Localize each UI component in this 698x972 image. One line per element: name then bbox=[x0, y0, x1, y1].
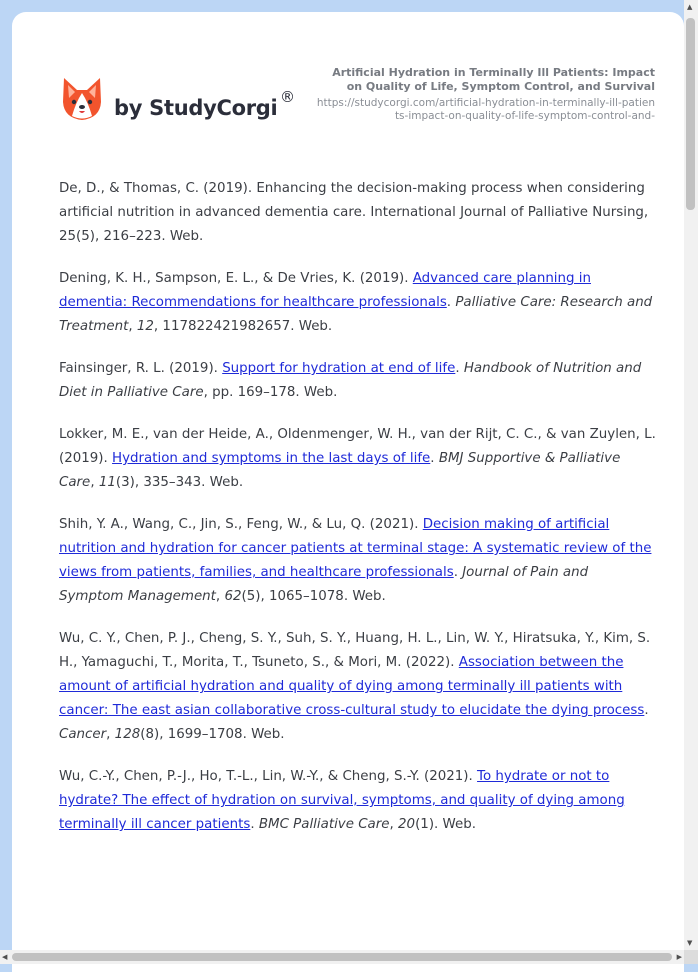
reference-punct: . bbox=[644, 703, 649, 718]
reference-text: Wu, C. Y., Chen, P. J., Cheng, S. Y., Suh, S. Y., Huang, H. L., Lin, W. Y., Hiratsuka, Y., Kim, S. H., Yamaguchi, T., Morita, T., Tsuneto, S., & Mori, M. (2022). bbox=[59, 631, 651, 670]
reference-punct: , bbox=[389, 817, 399, 832]
reference-link[interactable]: Support for hydration at end of life bbox=[222, 361, 456, 376]
document-url[interactable]: https://studycorgi.com/artificial-hydration-in-terminally-ill-patients-impact-on-quality-of-life-symptom-control-and- bbox=[316, 97, 655, 122]
horizontal-scroll-thumb[interactable] bbox=[12, 953, 672, 961]
reference-item bbox=[59, 627, 656, 747]
reference-text: De, D., & Thomas, C. (2019). Enhancing the decision-making process when considering artificial nutrition in advanced dementia care. International Journal of Palliative Nursing, 25(5), 216–223. Web. bbox=[59, 181, 649, 244]
reference-tail: (3), 335–343. Web. bbox=[115, 475, 244, 490]
reference-punct: . bbox=[453, 565, 463, 580]
scrollbar-corner bbox=[684, 950, 698, 964]
reference-list bbox=[59, 177, 656, 855]
journal-name: Handbook of Nutrition and Diet in Palliative Care bbox=[59, 361, 642, 400]
corgi-icon bbox=[60, 76, 104, 122]
journal-name: Cancer bbox=[59, 727, 107, 742]
reference-item bbox=[59, 423, 656, 495]
registered-mark: ® bbox=[280, 88, 295, 106]
horizontal-scrollbar[interactable] bbox=[0, 950, 684, 964]
reference-tail: (5), 1065–1078. Web. bbox=[241, 589, 386, 604]
studycorgi-logo[interactable] bbox=[60, 76, 300, 136]
brand-name: by StudyCorgi bbox=[114, 96, 278, 120]
reference-item bbox=[59, 513, 656, 609]
scroll-right-arrow-icon[interactable]: ▶ bbox=[676, 953, 682, 961]
reference-item bbox=[59, 765, 656, 837]
reference-tail: (8), 1699–1708. Web. bbox=[140, 727, 285, 742]
journal-name: BMJ Supportive & Palliative Care bbox=[59, 451, 621, 490]
reference-punct: , bbox=[215, 589, 225, 604]
reference-punct: . bbox=[446, 295, 456, 310]
scroll-up-arrow-icon[interactable]: ▲ bbox=[687, 3, 693, 11]
scroll-down-arrow-icon[interactable]: ▼ bbox=[687, 939, 693, 947]
reference-text: Dening, K. H., Sampson, E. L., & De Vries, K. (2019). bbox=[59, 271, 413, 286]
reference-punct: . bbox=[430, 451, 439, 466]
vertical-scrollbar[interactable] bbox=[684, 0, 698, 950]
volume-number: 12 bbox=[136, 319, 154, 334]
volume-number: 128 bbox=[114, 727, 141, 742]
reference-punct: . bbox=[250, 817, 259, 832]
reference-tail: , 117822421982657. Web. bbox=[153, 319, 333, 334]
reference-tail: , pp. 169–178. Web. bbox=[203, 385, 338, 400]
vertical-scroll-thumb[interactable] bbox=[686, 18, 695, 210]
reference-text: Lokker, M. E., van der Heide, A., Oldenmenger, W. H., van der Rijt, C. C., & van Zuylen, L. (2019). bbox=[59, 427, 656, 466]
reference-link[interactable]: Hydration and symptoms in the last days of life bbox=[112, 451, 431, 466]
reference-punct: , bbox=[106, 727, 115, 742]
reference-link[interactable]: To hydrate or not to hydrate? The effect of hydration on survival, symptoms, and quality of dying among terminally ill cancer patients bbox=[59, 769, 625, 832]
reference-punct: , bbox=[90, 475, 99, 490]
scroll-left-arrow-icon[interactable]: ◀ bbox=[2, 953, 8, 961]
reference-text: Wu, C.-Y., Chen, P.-J., Ho, T.-L., Lin, W.-Y., & Cheng, S.-Y. (2021). bbox=[59, 769, 478, 784]
reference-text: Fainsinger, R. L. (2019). bbox=[59, 361, 223, 376]
journal-name: Palliative Care: Research and Treatment bbox=[59, 295, 653, 334]
reference-punct: . bbox=[455, 361, 464, 376]
volume-number: 62 bbox=[224, 589, 242, 604]
reference-item bbox=[59, 267, 656, 339]
volume-number: 11 bbox=[98, 475, 116, 490]
reference-link[interactable]: Decision making of artificial nutrition and hydration for cancer patients at terminal stage: A systematic review of the views from patients, families, and healthcare professionals bbox=[59, 517, 652, 580]
document-page bbox=[12, 12, 684, 972]
reference-link[interactable]: Association between the amount of artificial hydration and quality of dying among terminally ill patients with cancer: The east asian collaborative cross-cultural study to elucidate the dying process bbox=[59, 655, 645, 718]
document-title: Artificial Hydration in Terminally Ill Patients: Impact on Quality of Life, Symptom Control, and Survival bbox=[332, 66, 655, 93]
reference-tail: (1). Web. bbox=[415, 817, 477, 832]
reference-link[interactable]: Advanced care planning in dementia: Recommendations for healthcare professionals bbox=[59, 271, 591, 310]
reference-text: Shih, Y. A., Wang, C., Jin, S., Feng, W., & Lu, Q. (2021). bbox=[59, 517, 423, 532]
reference-punct: , bbox=[128, 319, 137, 334]
volume-number: 20 bbox=[398, 817, 416, 832]
reference-item bbox=[59, 177, 656, 249]
reference-item bbox=[59, 357, 656, 405]
journal-name: BMC Palliative Care bbox=[258, 817, 390, 832]
journal-name: Journal of Pain and Symptom Management bbox=[59, 565, 589, 604]
